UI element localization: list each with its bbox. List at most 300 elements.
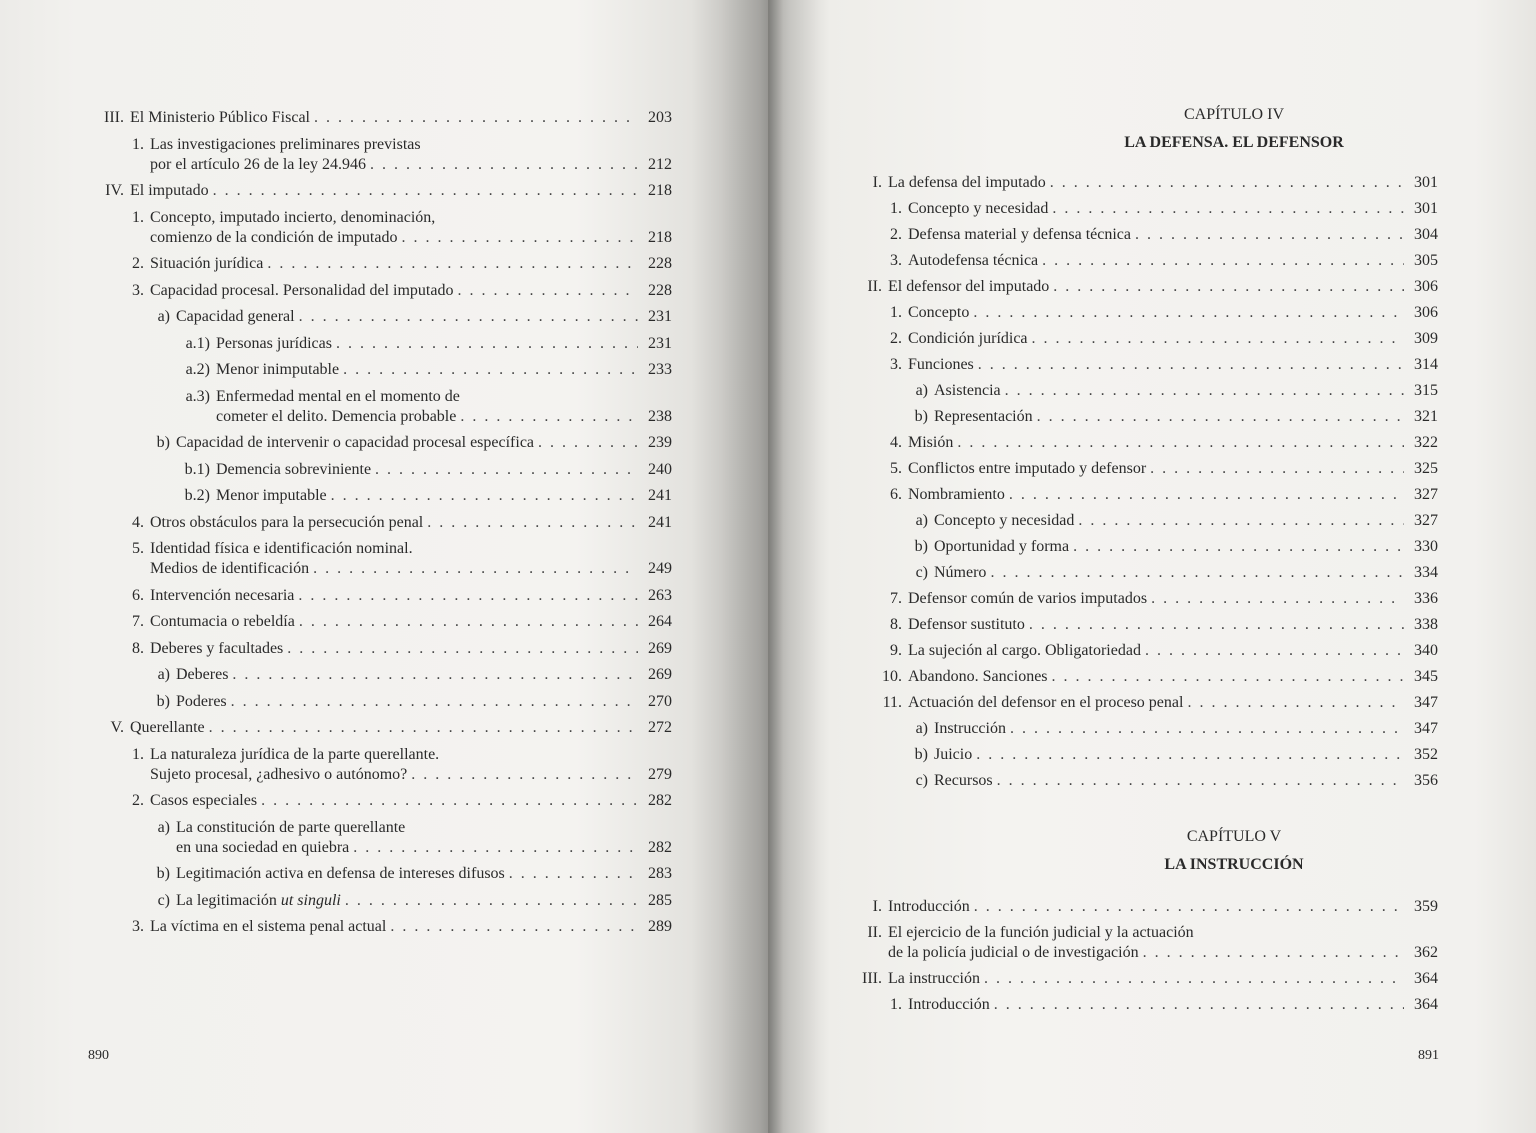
toc-entry-line (130, 108, 672, 128)
toc-entry-body (908, 433, 1438, 453)
toc-entry-number: 3. (132, 918, 144, 935)
toc-page-number: 218 (648, 228, 672, 246)
toc-entry-title: La sujeción al cargo. Obligatoriedad (908, 642, 1141, 659)
toc-page-number: 269 (648, 639, 672, 657)
toc-entry-line (934, 719, 1438, 739)
toc-entry-body (908, 693, 1438, 713)
toc-entry-number: 7. (890, 590, 902, 607)
toc-page-number: 330 (1414, 538, 1438, 555)
toc-entry-title: Sujeto procesal, ¿adhesivo o autónomo? (150, 765, 408, 783)
toc-entry (846, 537, 1438, 557)
toc-page-number: 218 (648, 182, 672, 199)
toc-entry-number: 2. (132, 792, 144, 809)
toc-entry-number: a.1) (185, 334, 210, 352)
toc-entry-title: Instrucción (934, 720, 1006, 737)
toc-entry (846, 589, 1438, 609)
chapter-5-table-of-contents (846, 897, 1438, 1021)
toc-entry (846, 969, 1438, 989)
toc-entry-body (216, 360, 672, 380)
toc-entry-number: 1. (132, 745, 144, 763)
toc-page-number: 352 (1414, 746, 1438, 763)
toc-entry-number: 1. (132, 135, 144, 153)
toc-entry-number: 10. (882, 668, 902, 685)
toc-entry (88, 665, 672, 685)
toc-page-number: 356 (1414, 772, 1438, 789)
toc-entry (846, 615, 1438, 635)
toc-entry (88, 387, 672, 427)
toc-page-number: 249 (648, 560, 672, 577)
toc-entry-number: V. (110, 719, 124, 736)
toc-entry-line (908, 355, 1438, 375)
toc-entry (846, 897, 1438, 917)
toc-entry-line (150, 765, 672, 785)
toc-entry-body (150, 791, 672, 811)
toc-entry-title: El imputado (130, 182, 209, 199)
toc-entry-line (888, 897, 1438, 917)
toc-entry-title: Personas jurídicas (216, 334, 332, 352)
toc-entry-body (150, 586, 672, 606)
toc-entry-body (934, 407, 1438, 427)
toc-page-number: 212 (648, 155, 672, 173)
toc-entry (88, 745, 672, 785)
toc-entry-line (934, 407, 1438, 427)
toc-leader-dots (299, 612, 638, 632)
toc-entry-line (150, 559, 672, 579)
toc-entry-line (908, 485, 1438, 505)
toc-leader-dots (267, 254, 638, 274)
toc-entry-body (150, 612, 672, 632)
toc-entry-body (150, 281, 672, 301)
toc-entry-body (150, 745, 672, 785)
toc-leader-dots (1187, 693, 1404, 713)
toc-entry-number: 1. (890, 996, 902, 1013)
toc-entry-body (176, 433, 672, 453)
toc-entry-body (150, 208, 672, 248)
toc-page-number: 304 (1414, 226, 1438, 243)
toc-entry (88, 917, 672, 937)
toc-leader-dots (1053, 277, 1404, 297)
toc-entry-line (150, 612, 672, 632)
toc-entry-number: IV. (105, 182, 124, 199)
toc-entry-line (150, 254, 672, 274)
toc-entry-title: La víctima en el sistema penal actual (150, 918, 387, 935)
toc-page-number: 364 (1414, 970, 1438, 987)
toc-entry-line (150, 917, 672, 937)
toc-entry-body (150, 539, 672, 579)
toc-entry (88, 360, 672, 380)
toc-entry-title: comienzo de la condición de imputado (150, 228, 398, 246)
toc-entry-title: Abandono. Sanciones (908, 668, 1048, 685)
chapter-4-table-of-contents (846, 173, 1438, 797)
toc-entry-number: 8. (132, 639, 144, 657)
toc-leader-dots (353, 838, 638, 858)
toc-entry-line (908, 693, 1438, 713)
toc-entry-body (176, 665, 672, 685)
toc-entry-title: en una sociedad en quiebra (176, 838, 350, 856)
toc-entry-title: Demencia sobreviniente (216, 460, 372, 478)
toc-leader-dots (973, 303, 1404, 323)
toc-entry-body (908, 995, 1438, 1015)
toc-entry-body (130, 181, 672, 201)
toc-entry-number: III. (862, 970, 882, 987)
toc-entry-title: Conflictos entre imputado y defensor (908, 460, 1147, 477)
toc-entry-title: La instrucción (888, 970, 980, 987)
toc-entry-line (908, 199, 1438, 219)
toc-entry-title: Querellante (130, 719, 205, 736)
toc-entry-line (908, 589, 1438, 609)
toc-leader-dots (213, 181, 638, 201)
toc-entry-title: La legitimación ut singuli (176, 891, 341, 909)
toc-entry-line (216, 360, 672, 380)
toc-entry-title: Concepto, imputado incierto, denominación, (150, 208, 436, 226)
toc-entry-title: Juicio (934, 746, 973, 763)
toc-entry-line (150, 228, 672, 248)
toc-leader-dots (1032, 329, 1404, 349)
toc-entry-line (888, 969, 1438, 989)
toc-entry (88, 586, 672, 606)
toc-entry-number: 8. (890, 616, 902, 633)
toc-page-number: 322 (1414, 434, 1438, 451)
toc-entry (846, 381, 1438, 401)
toc-entry-number: c) (157, 891, 170, 909)
toc-leader-dots (509, 864, 638, 884)
toc-entry-line (150, 281, 672, 301)
toc-leader-dots (411, 765, 638, 785)
chapter-4-label: CAPÍTULO IV (1184, 106, 1284, 123)
toc-entry (846, 995, 1438, 1015)
toc-entry (846, 511, 1438, 531)
toc-entry-number: 5. (890, 460, 902, 477)
toc-leader-dots (1029, 615, 1404, 635)
toc-entry (846, 459, 1438, 479)
toc-page-number: 301 (1414, 200, 1438, 217)
toc-entry-title: Asistencia (934, 382, 1001, 399)
toc-entry (846, 407, 1438, 427)
toc-leader-dots (375, 460, 638, 480)
toc-page-number: 301 (1414, 174, 1438, 191)
toc-entry-number: a) (915, 382, 928, 399)
toc-leader-dots (345, 891, 638, 911)
toc-entry-title: Situación jurídica (150, 255, 264, 272)
toc-entry-number: c) (915, 564, 928, 581)
right-page (768, 0, 1536, 1133)
toc-entry-title: Capacidad de intervenir o capacidad procesal específica (176, 434, 535, 451)
toc-entry-number: I. (872, 898, 882, 915)
toc-entry-line (150, 745, 672, 765)
toc-leader-dots (1150, 459, 1404, 479)
left-table-of-contents (88, 108, 672, 944)
toc-page-number: 285 (648, 891, 672, 909)
toc-entry-number: 7. (132, 613, 144, 630)
toc-page-number: 231 (648, 334, 672, 352)
toc-entry-number: a) (915, 720, 928, 737)
toc-page-number: 241 (648, 513, 672, 531)
toc-entry-title: El Ministerio Público Fiscal (130, 109, 310, 126)
toc-leader-dots (957, 433, 1404, 453)
toc-entry-number: 11. (882, 694, 902, 711)
toc-leader-dots (1037, 407, 1404, 427)
toc-entry-title: La constitución de parte querellante (176, 818, 406, 836)
toc-entry (846, 923, 1438, 963)
toc-leader-dots (1078, 511, 1404, 531)
toc-entry-body (150, 917, 672, 937)
toc-entry-title: Misión (908, 434, 954, 451)
toc-entry-line (908, 459, 1438, 479)
toc-entry-body (934, 771, 1438, 791)
toc-entry-number: b) (914, 746, 928, 763)
toc-entry-title: Nombramiento (908, 486, 1005, 503)
toc-page-number: 347 (1414, 694, 1438, 711)
toc-entry-line (176, 433, 672, 453)
toc-entry-number: 6. (890, 486, 902, 503)
toc-entry-title: Introducción (908, 996, 990, 1013)
toc-entry (88, 791, 672, 811)
toc-entry-title: La defensa del imputado (888, 174, 1046, 191)
toc-entry (846, 719, 1438, 739)
toc-entry-line (216, 334, 672, 354)
toc-entry-title: Oportunidad y forma (934, 538, 1070, 555)
toc-entry-line (150, 639, 672, 659)
toc-entry-title: Deberes y facultades (150, 639, 284, 657)
toc-entry-body (908, 589, 1438, 609)
toc-entry-line (176, 692, 672, 712)
toc-entry-line (130, 181, 672, 201)
toc-entry-title: Identidad física e identificación nominal. (150, 540, 413, 557)
toc-leader-dots (997, 771, 1404, 791)
toc-entry-title: Concepto (908, 304, 970, 321)
toc-leader-dots (370, 155, 638, 175)
toc-entry-body (150, 639, 672, 659)
toc-entry (88, 639, 672, 659)
toc-entry-body (150, 254, 672, 274)
toc-entry-title: El ejercicio de la función judicial y la actuación (888, 924, 1194, 941)
toc-entry-number: III. (104, 109, 124, 126)
toc-entry (846, 329, 1438, 349)
toc-entry-title: Condición jurídica (908, 330, 1028, 347)
toc-entry-line (216, 407, 672, 427)
toc-entry (88, 612, 672, 632)
toc-leader-dots (976, 745, 1404, 765)
toc-entry-title: Las investigaciones preliminares previstas (150, 135, 421, 153)
toc-entry-title: Funciones (908, 356, 974, 373)
toc-leader-dots (331, 486, 638, 506)
toc-page-number: 231 (648, 308, 672, 325)
toc-entry (88, 486, 672, 506)
toc-leader-dots (231, 692, 638, 712)
toc-leader-dots (1005, 381, 1404, 401)
toc-page-number: 282 (648, 838, 672, 856)
toc-entry-title: Intervención necesaria (150, 586, 295, 604)
toc-leader-dots (978, 355, 1404, 375)
toc-entry-line (934, 511, 1438, 531)
toc-entry-title: de la policía judicial o de investigación (888, 944, 1139, 961)
toc-entry-body (908, 251, 1438, 271)
toc-page-number: 336 (1414, 590, 1438, 607)
toc-leader-dots (538, 433, 638, 453)
left-page-number: 890 (88, 1048, 109, 1063)
toc-entry (88, 864, 672, 884)
toc-page-number: 325 (1414, 460, 1438, 477)
toc-page-number: 309 (1414, 330, 1438, 347)
toc-entry-body (150, 513, 672, 533)
toc-entry-line (908, 995, 1438, 1015)
toc-entry-line (934, 771, 1438, 791)
toc-page-number: 282 (648, 792, 672, 809)
toc-entry (88, 513, 672, 533)
toc-page-number: 233 (648, 361, 672, 378)
chapter-5-label: CAPÍTULO V (1186, 828, 1282, 845)
toc-entry-number: b) (914, 408, 928, 425)
toc-entry-body (908, 641, 1438, 661)
toc-entry-line (908, 433, 1438, 453)
toc-page-number: 263 (648, 586, 672, 604)
toc-entry-line (216, 460, 672, 480)
toc-entry-title: por el artículo 26 de la ley 24.946 (150, 155, 366, 173)
toc-entry-number: a.2) (185, 361, 210, 378)
toc-entry-number: b) (156, 865, 170, 882)
toc-entry-number: 6. (132, 586, 144, 604)
toc-page-number: 306 (1414, 278, 1438, 295)
toc-entry-title: Otros obstáculos para la persecución penal (150, 513, 424, 531)
toc-leader-dots (1143, 943, 1404, 963)
toc-leader-dots (1135, 225, 1404, 245)
toc-entry-line (934, 563, 1438, 583)
toc-entry-line (216, 486, 672, 506)
toc-entry (88, 460, 672, 480)
toc-page-number: 338 (1414, 616, 1438, 633)
toc-entry-body (176, 864, 672, 884)
toc-entry-title: Menor inimputable (216, 361, 340, 378)
toc-entry (88, 307, 672, 327)
toc-leader-dots (457, 281, 638, 301)
toc-entry-title: Defensa material y defensa técnica (908, 226, 1131, 243)
toc-page-number: 228 (648, 281, 672, 299)
toc-leader-dots (974, 897, 1404, 917)
toc-leader-dots (1010, 719, 1404, 739)
toc-entry (846, 641, 1438, 661)
toc-leader-dots (427, 513, 638, 533)
toc-leader-dots (994, 995, 1404, 1015)
toc-entry-body (908, 459, 1438, 479)
toc-entry-line (908, 303, 1438, 323)
toc-entry-number: II. (867, 924, 882, 941)
toc-entry-number: II. (867, 278, 882, 295)
toc-entry-line (150, 208, 672, 228)
toc-page-number: 264 (648, 613, 672, 630)
toc-page-number: 345 (1414, 668, 1438, 685)
toc-entry-line (150, 135, 672, 155)
toc-leader-dots (390, 917, 638, 937)
chapter-4-heading-block (1098, 105, 1370, 165)
toc-entry-body (934, 719, 1438, 739)
toc-entry-body (216, 334, 672, 354)
toc-entry (88, 718, 672, 738)
toc-entry-line (888, 943, 1438, 963)
toc-page-number: 289 (648, 918, 672, 935)
toc-entry (846, 173, 1438, 193)
toc-leader-dots (261, 791, 638, 811)
toc-entry-line (176, 665, 672, 685)
toc-entry-body (216, 387, 672, 427)
toc-leader-dots (287, 639, 638, 659)
toc-page-number: 203 (648, 109, 672, 126)
toc-entry-body (888, 969, 1438, 989)
toc-entry-body (176, 891, 672, 911)
toc-entry (88, 818, 672, 858)
toc-entry-body (934, 745, 1438, 765)
toc-entry-line (908, 329, 1438, 349)
toc-entry-number: 4. (890, 434, 902, 451)
toc-leader-dots (313, 559, 638, 579)
toc-entry (88, 281, 672, 301)
toc-page-number: 362 (1414, 944, 1438, 961)
toc-entry (846, 667, 1438, 687)
toc-entry-number: b.1) (184, 460, 210, 478)
toc-entry-line (150, 155, 672, 175)
toc-entry (846, 745, 1438, 765)
toc-entry-number: b) (156, 434, 170, 451)
toc-leader-dots (343, 360, 638, 380)
toc-entry-title: Contumacia o rebeldía (150, 613, 295, 630)
toc-entry-line (176, 818, 672, 838)
toc-entry-line (888, 173, 1438, 193)
toc-entry (846, 433, 1438, 453)
toc-leader-dots (401, 228, 638, 248)
toc-entry-title: Representación (934, 408, 1033, 425)
toc-entry-line (216, 387, 672, 407)
toc-page-number: 228 (648, 255, 672, 272)
chapter-5-heading-block (1098, 827, 1370, 887)
toc-entry-title: Concepto y necesidad (908, 200, 1049, 217)
toc-entry-line (908, 667, 1438, 687)
toc-page-number: 306 (1414, 304, 1438, 321)
toc-entry (846, 355, 1438, 375)
toc-leader-dots (1050, 173, 1404, 193)
toc-entry-title: Enfermedad mental en el momento de (216, 387, 460, 405)
toc-entry-body (908, 303, 1438, 323)
toc-entry-number: b) (914, 538, 928, 555)
toc-entry-line (908, 225, 1438, 245)
toc-entry-line (150, 513, 672, 533)
toc-leader-dots (1052, 667, 1404, 687)
toc-page-number: 327 (1414, 486, 1438, 503)
toc-page-number: 270 (648, 692, 672, 710)
toc-entry-line (888, 923, 1438, 943)
toc-entry-number: 1. (890, 200, 902, 217)
toc-leader-dots (990, 563, 1404, 583)
toc-entry-number: 3. (132, 281, 144, 299)
chapter-4-title: LA DEFENSA. EL DEFENSOR (1124, 134, 1344, 151)
toc-entry-body (934, 511, 1438, 531)
toc-entry-line (176, 864, 672, 884)
toc-page-number: 340 (1414, 642, 1438, 659)
toc-entry (88, 539, 672, 579)
toc-entry (846, 485, 1438, 505)
toc-leader-dots (232, 665, 638, 685)
toc-entry-body (934, 381, 1438, 401)
toc-leader-dots (984, 969, 1404, 989)
toc-entry (846, 277, 1438, 297)
toc-entry-title: Defensor sustituto (908, 616, 1025, 633)
toc-entry (88, 433, 672, 453)
toc-entry-line (908, 251, 1438, 271)
toc-entry-body (908, 615, 1438, 635)
toc-entry-number: 9. (890, 642, 902, 659)
toc-leader-dots (1052, 199, 1404, 219)
toc-entry-line (176, 307, 672, 327)
toc-leader-dots (1151, 589, 1404, 609)
chapter-5-title: LA INSTRUCCIÓN (1164, 856, 1304, 873)
